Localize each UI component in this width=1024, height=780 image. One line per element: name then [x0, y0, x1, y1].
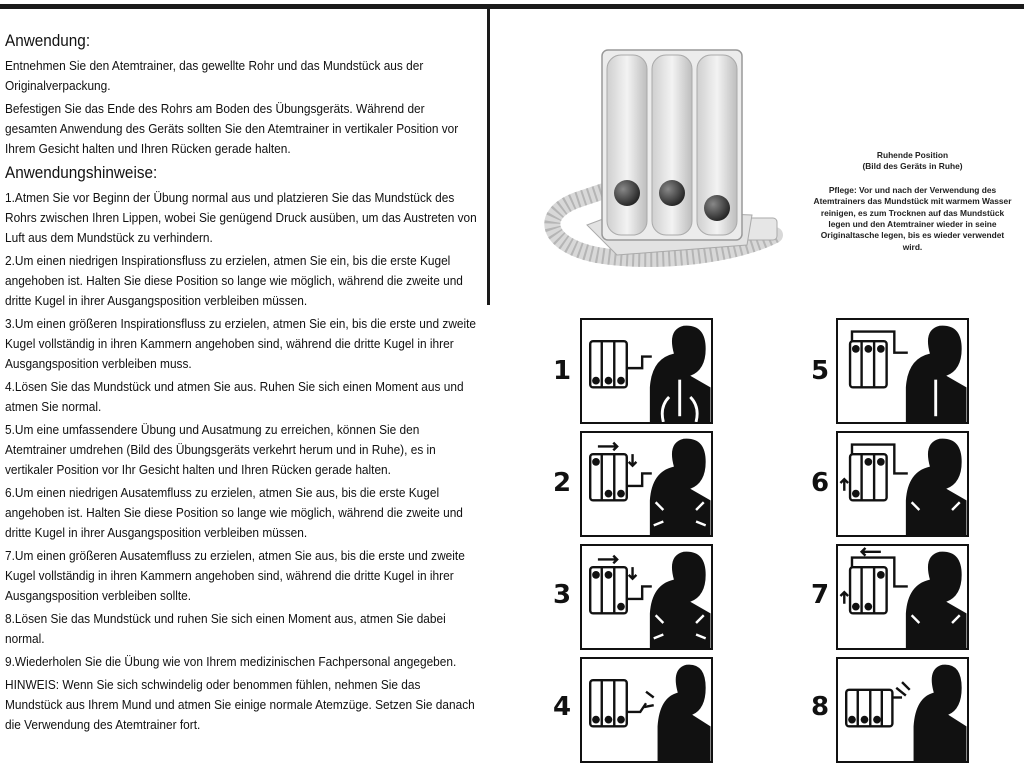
- column-divider: [487, 9, 490, 305]
- step-illustration: [836, 657, 969, 763]
- heading-usage: Anwendung:: [5, 31, 91, 50]
- step-paragraph: 5.Um eine umfassendere Übung und Ausatmung zu erreichen, können Sie den Atemtrainer umdrehen (Bild des Übungsgeräts verkehrt herum und in Ruhe), es in vertikaler Position vor Ihr Gesicht halten und Ihren Rücken gerade halten.: [5, 422, 436, 477]
- step-illustration: [580, 544, 713, 650]
- step-paragraph: 6.Um einen niedrigen Ausatemfluss zu erzielen, atmen Sie aus, bis die erste Kugel angehoben ist. Halten Sie diese Position so lange wie möglich, während die zweite und dritte Kugel in ihrer Ausgangsposition verbleiben müssen.: [5, 485, 463, 540]
- step-illustration: [836, 431, 969, 537]
- top-rule: [0, 4, 1024, 9]
- caption-title: Ruhende Position: [876, 150, 949, 160]
- breathing-trainer-image: [537, 40, 787, 285]
- step-number: 3: [553, 580, 572, 610]
- step-paragraph: 3.Um einen größeren Inspirationsfluss zu erzielen, atmen Sie ein, bis die erste und zweite Kugel vollständig in ihren Kammern angehoben sind, während die dritte Kugel in ihrer Ausgangsposition verbleiben muss.: [5, 316, 477, 371]
- caption-subtitle: (Bild des Geräts in Ruhe): [862, 161, 963, 172]
- step-illustration: [836, 544, 969, 650]
- step-number: 6: [811, 468, 830, 498]
- note-paragraph: HINWEIS: Wenn Sie sich schwindelig oder benommen fühlen, nehmen Sie das Mundstück aus Ihrem Mund und atmen Sie einige normale Atemzüge. Setzen Sie danach die Verwendung des Atemtrainer fort.: [5, 677, 475, 732]
- step-paragraph: 1.Atmen Sie vor Beginn der Übung normal aus und platzieren Sie das Mundstück des Rohrs zwischen Ihren Lippen, wobei Sie genügend Druck ausüben, um das Austreten von Luft aus dem Mundstück zu verhindern.: [5, 190, 477, 245]
- step-paragraph: 9.Wiederholen Sie die Übung wie von Ihrem medizinischen Fachpersonal angegeben.: [5, 654, 457, 669]
- step-illustration: [580, 657, 713, 763]
- step-number: 7: [811, 580, 830, 610]
- intro-paragraph: Befestigen Sie das Ende des Rohrs am Boden des Übungsgeräts. Während der gesamten Anwendung des Geräts sollten Sie den Atemtrainer in vertikaler Position vor Ihrem Gesicht halten und Ihren Rücken gerade halten.: [5, 101, 459, 156]
- step-illustration: [580, 431, 713, 537]
- step-number: 2: [553, 468, 572, 498]
- step-paragraph: 2.Um einen niedrigen Inspirationsfluss zu erzielen, atmen Sie ein, bis die erste Kugel angehoben ist. Halten Sie diese Position so lange wie möglich, während die zweite und dritte Kugel in ihrer Ausgangsposition verbleiben müssen.: [5, 253, 463, 308]
- step-paragraph: 4.Lösen Sie das Mundstück und atmen Sie aus. Ruhen Sie sich einen Moment aus und atmen Sie normal.: [5, 379, 464, 414]
- step-paragraph: 7.Um einen größeren Ausatemfluss zu erzielen, atmen Sie aus, bis die erste und zweite Kugel vollständig in ihren Kammern angehoben sind, während die dritte Kugel in ihrer Ausgangsposition verbleiben sollte.: [5, 548, 465, 603]
- heading-instructions: Anwendungshinweise:: [5, 163, 158, 182]
- step-illustration: [580, 318, 713, 424]
- step-number: 1: [553, 356, 572, 386]
- intro-paragraph: Entnehmen Sie den Atemtrainer, das gewellte Rohr und das Mundstück aus der Originalverpackung.: [5, 58, 424, 93]
- care-note: Pflege: Vor und nach der Verwendung des Atemtrainers das Mundstück mit warmem Wasser reinigen, es zum Trocknen auf das Mundstück legen und den Atemtrainer wieder in seine Originaltasche legen, bis es wieder verwendet wird.: [813, 184, 1012, 252]
- instructions-column: [5, 30, 478, 738]
- step-number: 8: [811, 692, 830, 722]
- step-number: 5: [811, 356, 830, 386]
- step-number: 4: [553, 692, 572, 722]
- step-paragraph: 8.Lösen Sie das Mundstück und ruhen Sie sich einen Moment aus, atmen Sie dabei normal.: [5, 611, 446, 646]
- step-illustration: [836, 318, 969, 424]
- device-caption: [810, 150, 1015, 253]
